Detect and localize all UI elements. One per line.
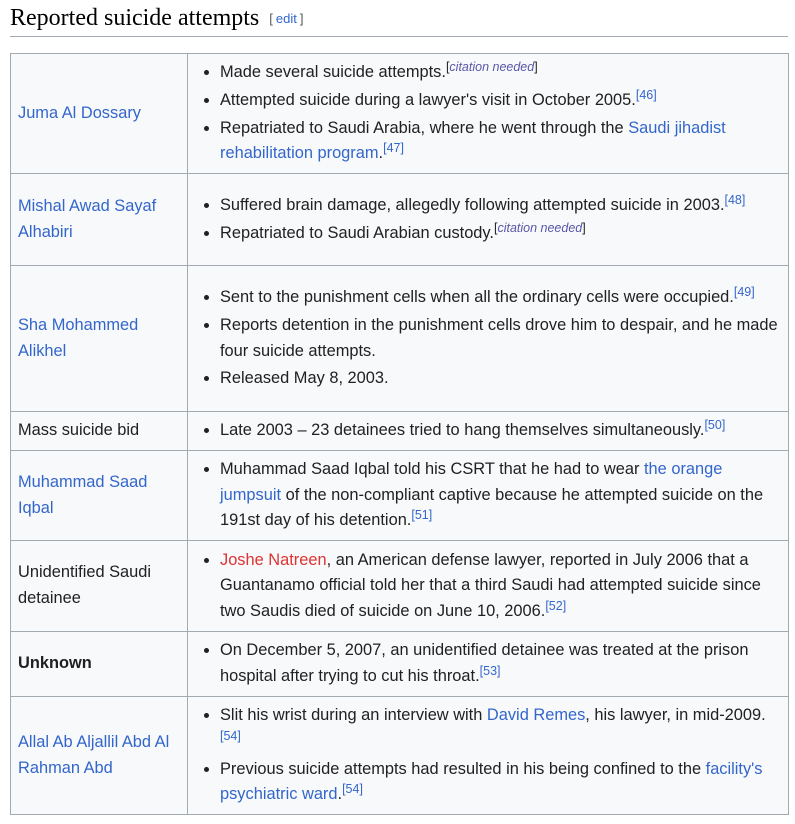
reference-sup (725, 193, 746, 207)
item-text: Late 2003 – 23 detainees tried to hang themselves simultaneously. (220, 421, 705, 440)
detainee-name[interactable]: Mishal Awad Sayaf Alhabiri (18, 196, 157, 241)
item-text: Repatriated to Saudi Arabian custody. (220, 223, 494, 242)
reference-link[interactable]: [50] (704, 418, 726, 433)
reference-link[interactable]: [54] (220, 728, 241, 743)
reference-sup (704, 418, 725, 432)
list-item (220, 456, 782, 535)
reference-sup (342, 782, 363, 796)
table-row (11, 412, 789, 451)
detainee-name-cell (11, 54, 188, 174)
item-text: Released May 8, 2003. (220, 369, 389, 388)
table-row (11, 174, 789, 266)
detainee-name: Mass suicide bid (18, 421, 140, 440)
description-cell (188, 451, 789, 541)
edit-link[interactable]: edit (275, 11, 297, 26)
attempt-list (205, 417, 782, 445)
reference-link[interactable]: [46] (635, 87, 657, 102)
attempt-list (205, 637, 782, 690)
list-item (220, 702, 782, 755)
item-text: , an American defense lawyer, reported in July 2006 that a Guantanamo official told her that a third Saudi had attempted suicide since two Saudis died of suicide on June 10, 2006. (220, 550, 761, 620)
heading-divider (10, 36, 788, 37)
reference-link[interactable]: [51] (411, 508, 433, 523)
item-text: Muhammad Saad Iqbal told his CSRT that he had to wear (220, 460, 644, 479)
edit-section: [ edit ] (269, 11, 304, 26)
description-cell (188, 697, 789, 815)
detainee-name-cell (11, 541, 188, 632)
suicide-attempts-table (10, 53, 789, 815)
item-text: Slit his wrist during an interview with (220, 706, 487, 725)
list-item (220, 220, 782, 248)
detainee-name-cell (11, 174, 188, 266)
attempt-list (205, 192, 782, 247)
citation-needed-link[interactable]: citation needed (449, 60, 535, 75)
item-text: Suffered brain damage, allegedly following attempted suicide in 2003. (220, 195, 725, 214)
detainee-name: Unidentified Saudi detainee (18, 563, 152, 607)
item-text: Reports detention in the punishment cells drove him to despair, and he made four suicide attempts. (220, 315, 778, 360)
description-cell (188, 632, 789, 697)
list-item (220, 756, 782, 809)
missing-article-link[interactable]: Joshe Natreen (220, 550, 327, 569)
detainee-name-cell (11, 697, 188, 815)
item-text: of the non-compliant captive because he attempted suicide on the 191st day of his detention. (220, 485, 764, 530)
reference-sup (734, 285, 755, 299)
description-cell (188, 412, 789, 451)
item-text: Sent to the punishment cells when all the ordinary cells were occupied. (220, 288, 734, 307)
reference-link[interactable]: [52] (545, 598, 567, 613)
table-row (11, 632, 789, 697)
citation-needed-link[interactable]: citation needed (497, 220, 583, 235)
wiki-link[interactable]: the orange jumpsuit (220, 460, 723, 504)
item-text: . (378, 144, 384, 163)
attempt-list (205, 59, 782, 167)
list-item (220, 192, 782, 220)
detainee-name[interactable]: Allal Ab Aljallil Abd Al Rahman Abd (18, 732, 170, 777)
list-item (220, 87, 782, 115)
detainee-name-cell (11, 266, 188, 412)
citation-needed: [citation needed] (493, 220, 586, 235)
detainee-name[interactable]: Juma Al Dossary (18, 103, 141, 122)
list-item (220, 59, 782, 87)
list-item (220, 312, 782, 365)
description-cell (188, 174, 789, 266)
list-item (220, 417, 782, 445)
reference-link[interactable]: [49] (733, 285, 755, 300)
detainee-name-cell (11, 451, 188, 541)
list-item (220, 365, 782, 393)
item-text: Made several suicide attempts. (220, 63, 446, 82)
table-row (11, 266, 789, 412)
reference-sup (383, 141, 404, 155)
item-text: Attempted suicide during a lawyer's visit in October 2005. (220, 90, 636, 109)
reference-link[interactable]: [48] (724, 192, 746, 207)
attempt-list (205, 456, 782, 535)
reference-sup (636, 88, 657, 102)
section-heading (10, 3, 788, 34)
wiki-link[interactable]: Saudi jihadist rehabilitation program (220, 118, 726, 163)
table-row (11, 541, 789, 632)
detainee-name[interactable]: Sha Mohammed Alikhel (18, 315, 139, 360)
reference-link[interactable]: [53] (479, 664, 501, 678)
detainee-name-cell (11, 412, 188, 451)
reference-link[interactable]: [47] (383, 141, 404, 156)
detainee-name: Unknown (18, 654, 92, 673)
list-item (220, 115, 782, 168)
item-text: Previous suicide attempts had resulted in his being confined to the (220, 759, 706, 778)
reference-sup (545, 599, 566, 613)
list-item (220, 284, 782, 312)
description-cell (188, 54, 789, 174)
item-text: Repatriated to Saudi Arabia, where he went through the (220, 118, 629, 137)
item-text: On December 5, 2007, an unidentified detainee was treated at the prison hospital after trying to cut his throat. (220, 641, 749, 685)
attempt-list (205, 547, 782, 626)
item-text: . (337, 785, 343, 804)
detainee-name[interactable]: Muhammad Saad Iqbal (18, 472, 148, 517)
attempt-list (205, 284, 782, 392)
attempt-list (205, 702, 782, 808)
reference-sup (220, 729, 241, 743)
section-title: Reported suicide attempts (10, 5, 260, 31)
description-cell (188, 266, 789, 412)
list-item (220, 547, 782, 626)
citation-needed: [citation needed] (445, 60, 538, 75)
table-row (11, 451, 789, 541)
wiki-link[interactable]: facility's psychiatric ward (220, 759, 763, 804)
item-text: , his lawyer, in mid-2009. (585, 706, 766, 725)
table-row (11, 54, 789, 174)
wiki-link[interactable]: David Remes (486, 706, 586, 725)
list-item (220, 637, 782, 690)
reference-link[interactable]: [54] (342, 782, 363, 797)
table-row (11, 697, 789, 815)
reference-sup (411, 508, 432, 522)
description-cell (188, 541, 789, 632)
detainee-name-cell (11, 632, 188, 697)
reference-sup (480, 664, 501, 678)
